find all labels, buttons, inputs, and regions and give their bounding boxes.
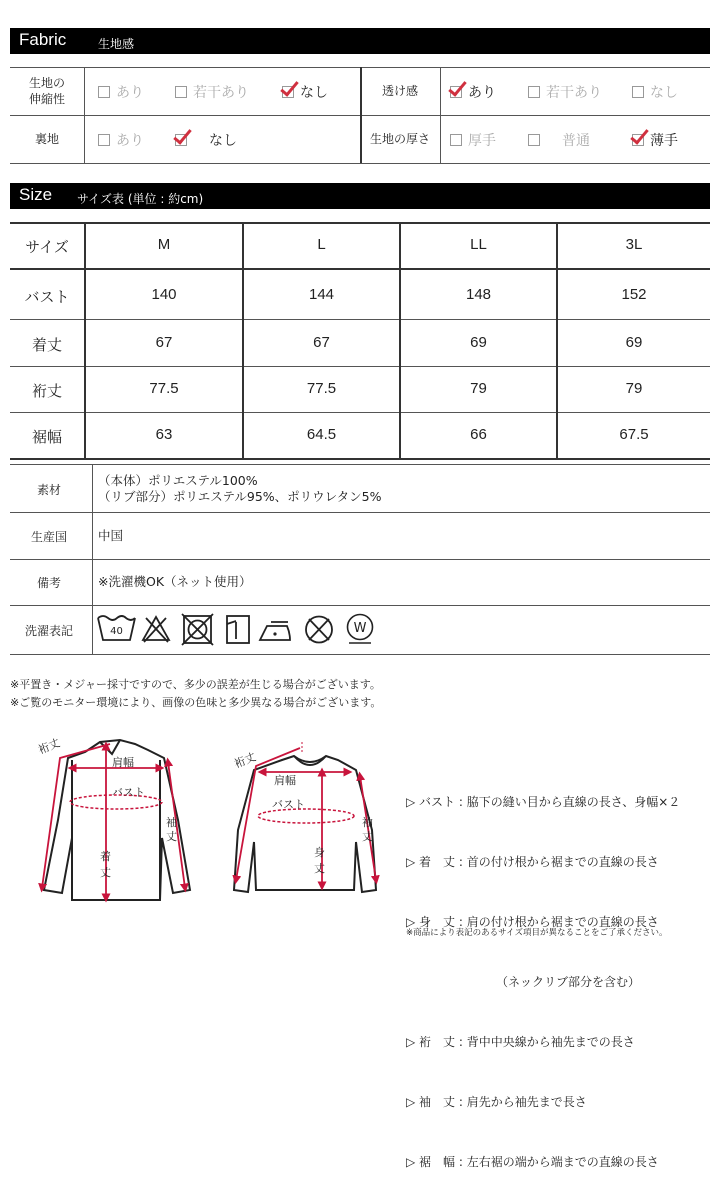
- checked-checkbox-icon: [632, 134, 644, 146]
- iron-dot-icon: [273, 632, 276, 635]
- table-cell: 148: [465, 286, 492, 303]
- legend-susohaba: ▷ 裾 幅 : 左右裾の端から端までの直線の長さ: [406, 1155, 659, 1169]
- legend-kitake: ▷ 着 丈 : 首の付け根から裾までの直線の長さ: [406, 855, 659, 869]
- measurement-legend: [406, 752, 680, 1192]
- lining-option-yes: あり: [98, 130, 144, 150]
- note-monitor: ※ご覧のモニター環境により、画像の色味と多少異なる場合がございます。: [10, 696, 382, 709]
- table-cell: 152: [621, 286, 647, 303]
- material-label: 素材: [36, 483, 61, 497]
- size-header-label: サイズ: [25, 238, 69, 256]
- fabric-label-sheer: 透け感: [381, 84, 418, 98]
- diagram-label-kitake-a: 着: [100, 850, 111, 863]
- diagram-label-mitake-a: 身: [314, 846, 325, 859]
- size-header-bar: [10, 183, 710, 209]
- legend-yuki: ▷ 裄 丈 : 背中中央線から袖先までの長さ: [406, 1035, 635, 1049]
- sheer-option-no: なし: [632, 82, 678, 102]
- table-cell: 69: [470, 334, 487, 351]
- checked-checkbox-icon: [282, 86, 294, 98]
- diagram-label-katahaba-1: 肩幅: [112, 756, 134, 769]
- checkbox-icon: [632, 86, 644, 98]
- checkbox-icon: [175, 86, 187, 98]
- legend-sodetake: ▷ 袖 丈 : 肩先から袖先まで長さ: [406, 1095, 587, 1109]
- diagram-label-sodetake-2: 袖丈: [362, 816, 373, 843]
- table-cell: 144: [308, 286, 335, 303]
- table-row-label: 裾幅: [31, 428, 62, 446]
- no-tumble-dry-icon: [182, 614, 213, 645]
- table-cell: 67.5: [619, 426, 649, 443]
- wash-temp-text: 40: [110, 626, 123, 637]
- line-dry-icon: [227, 616, 249, 643]
- diagram-footnote: ※商品により表記のあるサイズ項目が異なることをご了承ください。: [406, 928, 668, 938]
- table-row-label: バスト: [24, 288, 70, 306]
- size-header-ll: LL: [470, 236, 487, 253]
- no-bleach-icon: [143, 617, 169, 642]
- table-cell: 79: [470, 380, 487, 397]
- checkbox-icon: [98, 86, 110, 98]
- fabric-title-en: Fabric: [19, 30, 67, 49]
- legend-bust: ▷ バスト : 脇下の縫い目から直線の長さ、身幅×２: [406, 795, 681, 809]
- fabric-label-lining: 裏地: [34, 132, 59, 146]
- thickness-option-thick: 厚手: [450, 130, 496, 150]
- diagram-label-kitake-b: 丈: [100, 866, 111, 879]
- lining-option-no: なし: [175, 130, 237, 150]
- thickness-option-thin: 薄手: [632, 130, 678, 150]
- checkbox-icon: [98, 134, 110, 146]
- material-value: （本体）ポリエステル100% （リブ部分）ポリエステル95%、ポリウレタン5%: [98, 473, 382, 504]
- table-row-label: 着丈: [31, 336, 62, 354]
- sheer-option-yes: あり: [450, 82, 496, 102]
- diagram-label-yuki-2: 裄丈: [232, 750, 258, 771]
- knit-silhouette: [234, 756, 376, 892]
- stretch-option-yes: あり: [98, 82, 144, 102]
- table-cell: 63: [155, 426, 173, 443]
- sheer-option-slight: 若干あり: [528, 82, 602, 102]
- remarks-value: ※洗濯機OK（ネット使用）: [98, 574, 252, 589]
- size-header-3l: 3L: [625, 236, 643, 253]
- diagram-label-sodetake-1: 袖丈: [166, 816, 177, 843]
- checkbox-icon: [528, 86, 540, 98]
- care-symbols: [97, 609, 397, 649]
- diagram-label-bust-2: バスト: [272, 798, 305, 811]
- table-cell: 66: [470, 426, 487, 443]
- diagram-label-katahaba-2: 肩幅: [274, 774, 296, 787]
- iron-low-icon: [260, 622, 290, 640]
- garment-diagrams: [20, 730, 400, 910]
- diagram-label-yuki-1: 裄丈: [36, 736, 62, 757]
- table-cell: 69: [625, 334, 643, 351]
- size-title-en: Size: [19, 185, 53, 204]
- fabric-label-thickness: 生地の厚さ: [369, 132, 430, 146]
- wet-clean-letter: W: [353, 621, 367, 636]
- legend-mitake: ▷ 身 丈 : 肩の付け根から裾までの直線の長さ: [406, 915, 659, 929]
- origin-label: 生産国: [30, 530, 67, 544]
- care-label: 洗濯表記: [24, 624, 73, 638]
- no-dry-clean-icon: [306, 617, 332, 643]
- table-cell: 67: [313, 334, 330, 351]
- diagram-label-mitake-b: 丈: [314, 862, 325, 875]
- fabric-label-stretch: 生地の 伸縮性: [28, 76, 65, 106]
- note-measurement: ※平置き・メジャー採寸ですので、多少の誤差が生じる場合がございます。: [10, 678, 381, 691]
- table-cell: 67: [155, 334, 173, 351]
- fabric-title-jp: 生地感: [98, 37, 135, 51]
- table-cell: 77.5: [149, 380, 179, 397]
- legend-mitake-note: （ネックリブ部分を含む）: [406, 975, 641, 989]
- checkbox-icon: [450, 134, 462, 146]
- origin-value: 中国: [98, 528, 124, 543]
- checked-checkbox-icon: [175, 134, 187, 146]
- table-row-label: 裄丈: [31, 382, 62, 400]
- table-cell: 77.5: [306, 380, 337, 397]
- thickness-option-normal: 普通: [528, 130, 590, 150]
- stretch-option-slight: 若干あり: [175, 82, 249, 102]
- table-cell: 140: [151, 286, 177, 303]
- size-header-l: L: [317, 236, 326, 253]
- remarks-label: 備考: [36, 576, 61, 590]
- size-header-m: M: [157, 236, 171, 253]
- size-title-jp: サイズ表 (単位 : 約cm): [77, 192, 204, 206]
- checkbox-icon: [528, 134, 540, 146]
- stretch-option-no: なし: [282, 82, 328, 102]
- table-cell: 64.5: [306, 426, 337, 443]
- table-cell: 79: [625, 380, 643, 397]
- diagram-label-bust-1: バスト: [112, 786, 145, 799]
- checked-checkbox-icon: [450, 86, 462, 98]
- fabric-header-bar: [10, 28, 710, 54]
